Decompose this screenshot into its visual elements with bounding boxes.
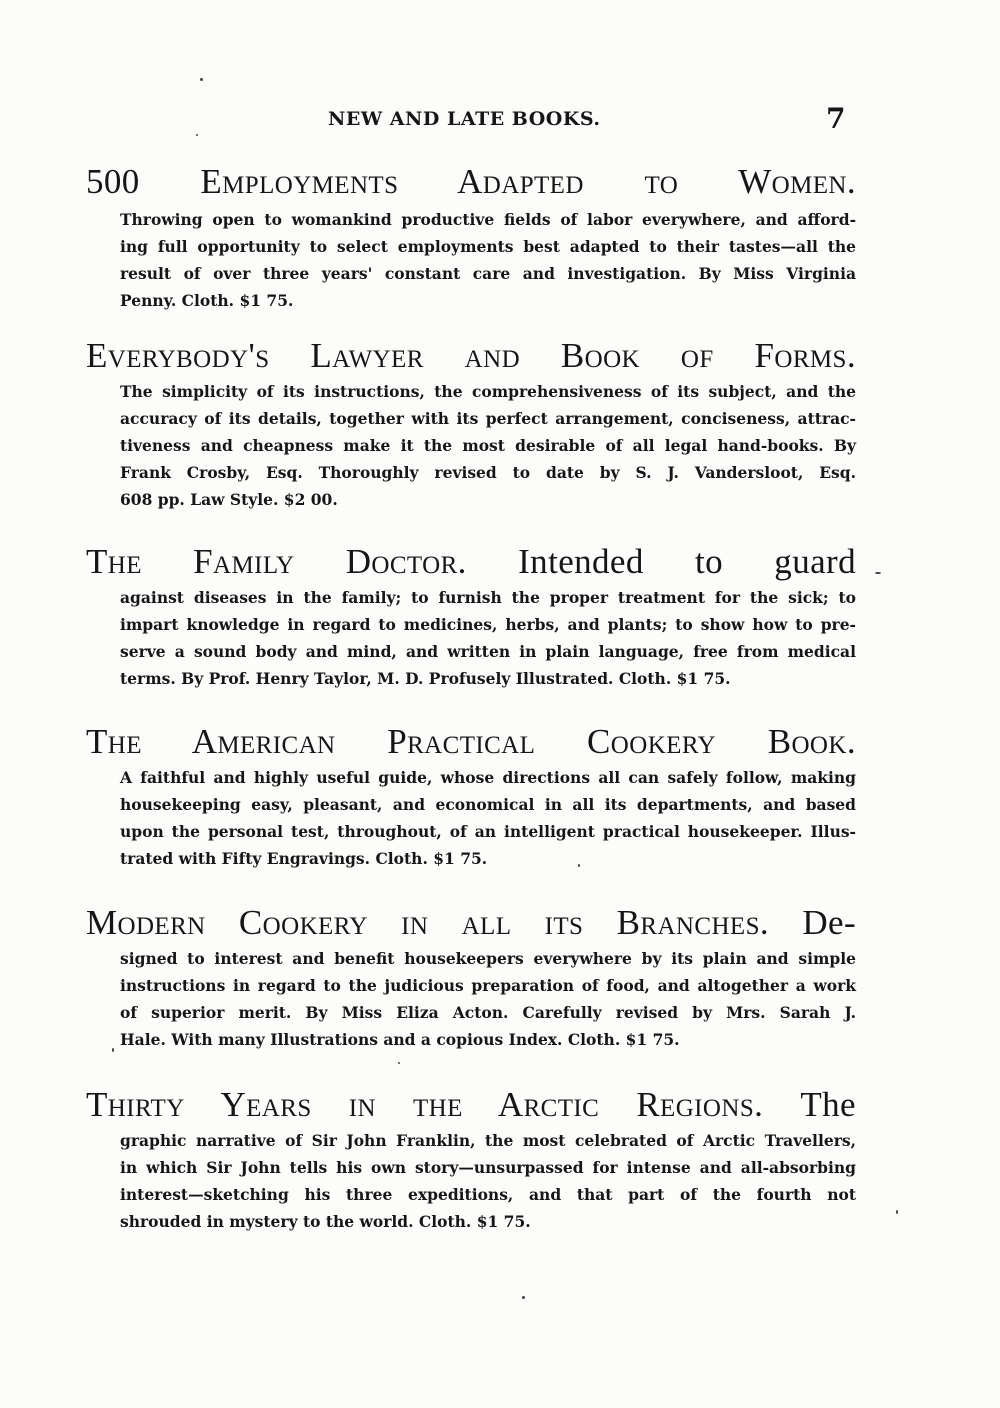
speck <box>896 1210 898 1214</box>
entry-description <box>120 1127 856 1235</box>
speck <box>112 1048 114 1052</box>
description-line: signed to interest and benefit housekeepers everywhere by its plain and simple <box>120 949 856 968</box>
book-entry-modern-cookery <box>86 903 856 1053</box>
description-line: Throwing open to womankind productive fields of labor everywhere, and afford- <box>120 210 856 229</box>
description-line: A faithful and highly useful guide, whose directions all can safely follow, making <box>120 768 856 787</box>
description-line: result of over three years' constant care and investigation. By Miss Virginia <box>120 264 856 283</box>
book-entry-cookery-book <box>86 722 856 872</box>
description-line: trated with Fifty Engravings. Cloth. $1 75. <box>120 849 488 868</box>
entry-title <box>86 903 856 943</box>
description-line: instructions in regard to the judicious preparation of food, and altogether a work <box>120 976 856 995</box>
running-title: NEW AND LATE BOOKS. <box>328 108 601 130</box>
description-line: ing full opportunity to select employments best adapted to their tastes—all the <box>120 237 856 256</box>
speck <box>578 864 580 867</box>
description-line: against diseases in the family; to furnish the proper treatment for the sick; to <box>120 588 856 607</box>
description-line: accuracy of its details, together with its perfect arrangement, conciseness, attrac- <box>120 409 856 428</box>
entry-description <box>120 584 856 692</box>
description-line: Frank Crosby, Esq. Thoroughly revised to date by S. J. Vandersloot, Esq. <box>120 463 856 482</box>
description-line: in which Sir John tells his own story—unsurpassed for intense and all-absorbing <box>120 1158 856 1177</box>
description-line: housekeeping easy, pleasant, and economical in all its departments, and based <box>120 795 856 814</box>
book-entry-family-doctor <box>86 542 856 692</box>
speck <box>875 572 881 574</box>
entry-description <box>120 945 856 1053</box>
book-entry-arctic-regions <box>86 1085 856 1235</box>
entry-title-caps: The Family Doctor. <box>86 542 467 581</box>
entry-title-caps: Thirty Years in the Arctic Regions. <box>86 1085 764 1124</box>
speck <box>200 78 203 81</box>
entry-title-lead: Intended to guard <box>518 542 856 581</box>
entry-description <box>120 206 856 314</box>
entry-title-lead: The <box>800 1085 856 1124</box>
description-line: graphic narrative of Sir John Franklin, the most celebrated of Arctic Travellers, <box>120 1131 856 1150</box>
description-line: 608 pp. Law Style. $2 00. <box>120 490 338 509</box>
speck <box>398 1062 400 1064</box>
entry-title-lead: De- <box>802 903 856 942</box>
entry-title: The American Practical Cookery Book. <box>86 722 856 761</box>
book-entry-lawyer <box>86 336 856 513</box>
description-line: shrouded in mystery to the world. Cloth. $1 75. <box>120 1212 531 1231</box>
description-line: interest—sketching his three expeditions, and that part of the fourth not <box>120 1185 856 1204</box>
description-line: Hale. With many Illustrations and a copious Index. Cloth. $1 75. <box>120 1030 680 1049</box>
description-line: serve a sound body and mind, and written in plain language, free from medical <box>120 642 856 661</box>
description-line: upon the personal test, throughout, of an intelligent practical housekeeper. Illus- <box>120 822 856 841</box>
entry-description <box>120 378 856 513</box>
entry-title: 500 Employments Adapted to Women. <box>86 162 856 201</box>
description-line: impart knowledge in regard to medicines, herbs, and plants; to show how to pre- <box>120 615 856 634</box>
speck <box>196 134 198 136</box>
description-line: The simplicity of its instructions, the comprehensiveness of its subject, and the <box>120 382 856 401</box>
description-line: terms. By Prof. Henry Taylor, M. D. Profusely Illustrated. Cloth. $1 75. <box>120 669 731 688</box>
description-line: Penny. Cloth. $1 75. <box>120 291 294 310</box>
entry-title-caps: Modern Cookery in all its Branches. <box>86 903 770 942</box>
entry-title <box>86 542 856 582</box>
speck <box>522 1296 525 1299</box>
book-entry-employments <box>86 162 856 314</box>
entry-description <box>120 764 856 872</box>
entry-title: Everybody's Lawyer and Book of Forms. <box>86 336 856 375</box>
description-line: of superior merit. By Miss Eliza Acton. Carefully revised by Mrs. Sarah J. <box>120 1003 856 1022</box>
description-line: tiveness and cheapness make it the most desirable of all legal hand-books. By <box>120 436 856 455</box>
entry-title <box>86 1085 856 1125</box>
page-number: 7 <box>826 102 846 135</box>
running-head <box>0 102 1000 138</box>
